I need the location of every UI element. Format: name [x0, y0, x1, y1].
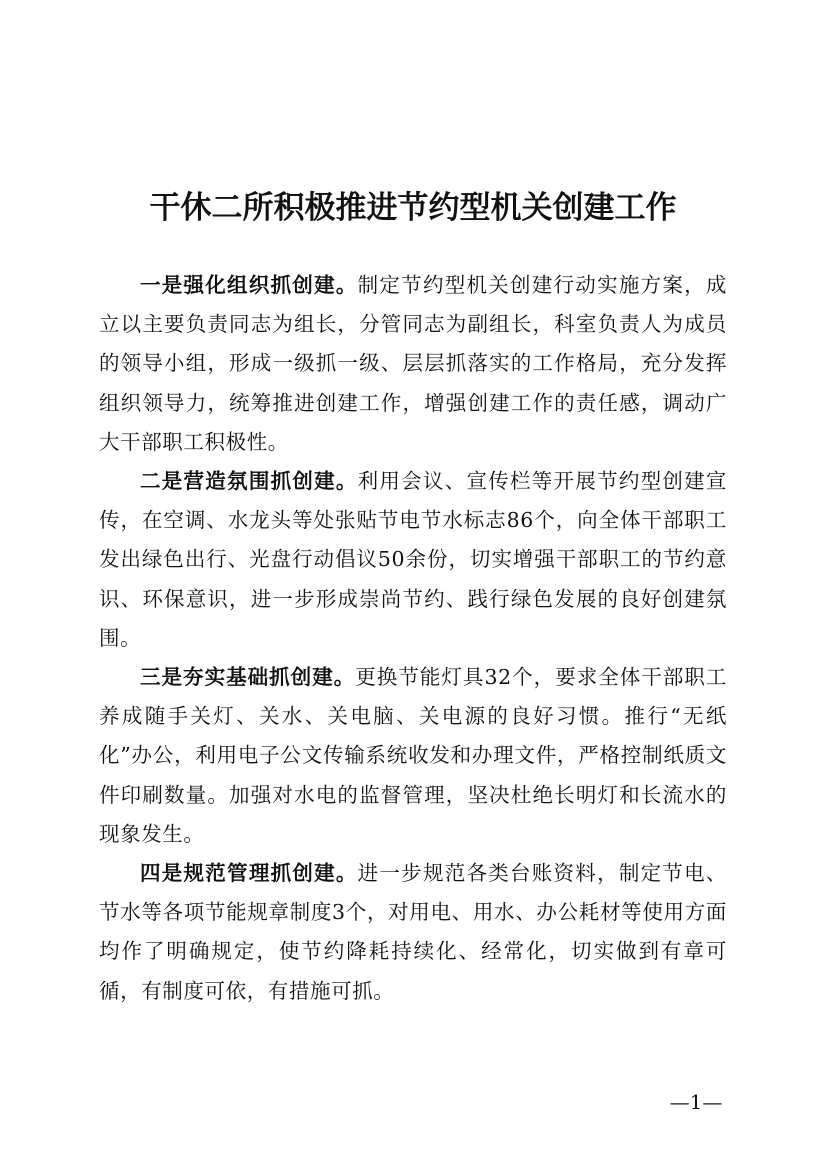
document-title: 干休二所积极推进节约型机关创建工作 — [149, 190, 677, 226]
paragraph-management — [99, 854, 727, 1011]
paragraph-text: 更换节能灯具32个，要求全体干部职工养成随手关灯、关水、关电脑、关电源的良好习惯。推行“无纸化”办公，利用电子公文传输系统收发和办理文件，严格控制纸质文件印刷数量。加强对水电的监督管理，坚决杜绝长明灯和长流水的现象发生。 — [99, 665, 728, 846]
paragraph-text: 制定节约型机关创建行动实施方案，成立以主要负责同志为组长，分管同志为副组长，科室负责人为成员的领导小组，形成一级抓一级、层层抓落实的工作格局，充分发挥组织领导力，统筹推进创建工作，增强创建工作的责任感，调动广大干部职工积极性。 — [99, 273, 727, 454]
paragraph-atmosphere — [99, 462, 727, 658]
paragraph-text: 进一步规范各类台账资料，制定节电、节水等各项节能规章制度3个，对用电、用水、办公耗材等使用方面均作了明确规定，使节约降耗持续化、经常化，切实做到有章可循，有制度可依，有措施可抓。 — [99, 861, 727, 1003]
paragraph-lead: 二是营造氛围抓创建。 — [140, 469, 358, 494]
paragraph-lead: 三是夯实基础抓创建。 — [140, 665, 356, 690]
paragraph-text: 利用会议、宣传栏等开展节约型创建宣传，在空调、水龙头等处张贴节电节水标志86个，向全体干部职工发出绿色出行、光盘行动倡议50余份，切实增强干部职工的节约意识、环保意识，进一步形成崇尚节约、践行绿色发展的良好创建氛围。 — [99, 469, 727, 650]
paragraph-organization — [99, 266, 727, 462]
page-number: —1— — [669, 1090, 723, 1114]
paragraph-foundation — [99, 658, 727, 854]
document-body — [99, 266, 727, 1011]
paragraph-lead: 四是规范管理抓创建。 — [140, 861, 358, 886]
paragraph-lead: 一是强化组织抓创建。 — [140, 273, 358, 297]
